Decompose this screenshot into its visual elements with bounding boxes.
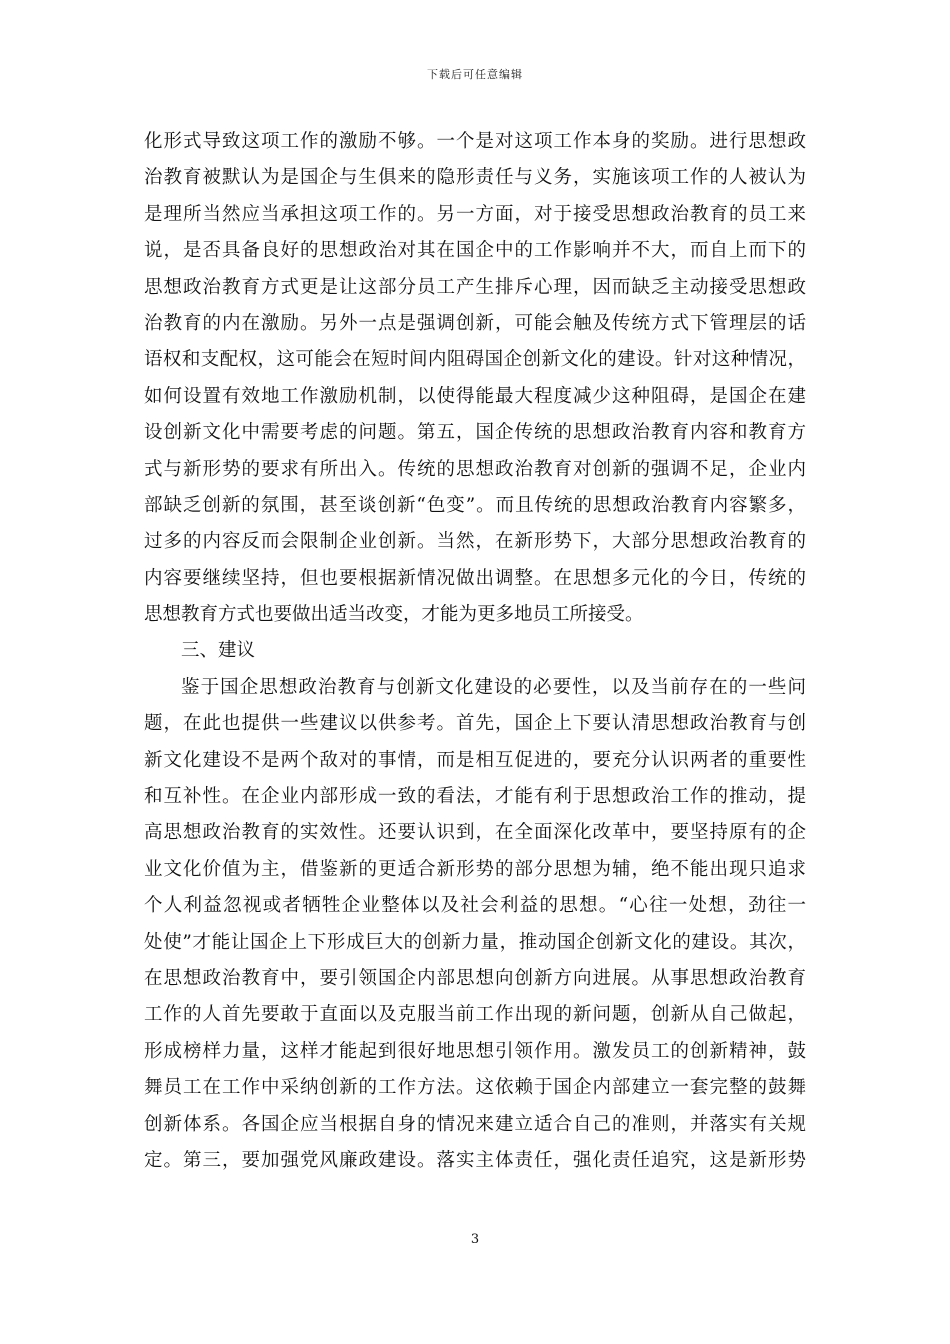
text-line: 个人利益忽视或者牺牲企业整体以及社会利益的思想。“心往一处想，劲往一 [144,895,806,917]
page-number: 3 [470,1232,480,1247]
text-line: 舞员工在工作中采纳创新的工作方法。这依赖于国企内部建立一套完整的鼓舞 [144,1077,806,1099]
text-line: 如何设置有效地工作激励机制，以使得能最大程度减少这种阻碍，是国企在建 [144,385,806,407]
text-line: 治教育的内在激励。另外一点是强调创新，可能会触及传统方式下管理层的话 [144,312,806,334]
text-line: 是理所当然应当承担这项工作的。另一方面，对于接受思想政治教育的员工来 [144,203,806,225]
text-line: 设创新文化中需要考虑的问题。第五，国企传统的思想政治教育内容和教育方 [144,422,806,444]
page-header: 下载后可任意编辑 [427,68,523,81]
text-line: 内容要继续坚持，但也要根据新情况做出调整。在思想多元化的今日，传统的 [144,567,806,589]
paragraph-1 [144,124,806,633]
text-line: 在思想政治教育中，要引领国企内部思想向创新方向进展。从事思想政治教育 [144,967,806,989]
text-line: 说，是否具备良好的思想政治对其在国企中的工作影响并不大，而自上而下的 [144,240,806,262]
text-line: 式与新形势的要求有所出入。传统的思想政治教育对创新的强调不足，企业内 [144,458,806,480]
text-line: 部缺乏创新的氛围，甚至谈创新“色变”。而且传统的思想政治教育内容繁多， [144,494,806,516]
section-heading: 三、建议 [181,640,256,662]
text-line: 和互补性。在企业内部形成一致的看法，才能有利于思想政治工作的推动，提 [144,786,806,808]
text-line: 工作的人首先要敢于直面以及克服当前工作出现的新问题，创新从自己做起， [144,1004,806,1026]
text-line: 业文化价值为主，借鉴新的更适合新形势的部分思想为辅，绝不能出现只追求 [144,858,806,880]
text-line: 新文化建设不是两个敌对的事情，而是相互促进的，要充分认识两者的重要性 [144,749,806,771]
text-line: 化形式导致这项工作的激励不够。一个是对这项工作本身的奖励。进行思想政 [144,131,806,152]
text-line: 高思想政治教育的实效性。还要认识到，在全面深化改革中，要坚持原有的企 [144,822,806,844]
text-line: 过多的内容反而会限制企业创新。当然，在新形势下，大部分思想政治教育的 [144,531,806,553]
text-line: 处使”才能让国企上下形成巨大的创新力量，推动国企创新文化的建设。其次， [144,931,806,953]
text-line: 鉴于国企思想政治教育与创新文化建设的必要性，以及当前存在的一些问 [181,676,806,698]
text-line: 定。第三，要加强党风廉政建设。落实主体责任，强化责任追究，这是新形势 [144,1149,806,1171]
text-line: 思想教育方式也要做出适当改变，才能为更多地员工所接受。 [144,604,644,626]
text-line: 形成榜样力量，这样才能起到很好地思想引领作用。激发员工的创新精神，鼓 [144,1040,806,1062]
document-body [144,124,806,1179]
text-line: 治教育被默认为是国企与生俱来的隐形责任与义务，实施该项工作的人被认为 [144,167,806,189]
paragraph-2 [144,670,806,1179]
text-line: 题，在此也提供一些建议以供参考。首先，国企上下要认清思想政治教育与创 [144,713,806,735]
text-line: 思想政治教育方式更是让这部分员工产生排斥心理，因而缺乏主动接受思想政 [144,276,806,298]
text-line: 语权和支配权，这可能会在短时间内阻碍国企创新文化的建设。针对这种情况， [144,349,806,371]
text-line: 创新体系。各国企应当根据自身的情况来建立适合自己的准则，并落实有关规 [144,1113,806,1135]
